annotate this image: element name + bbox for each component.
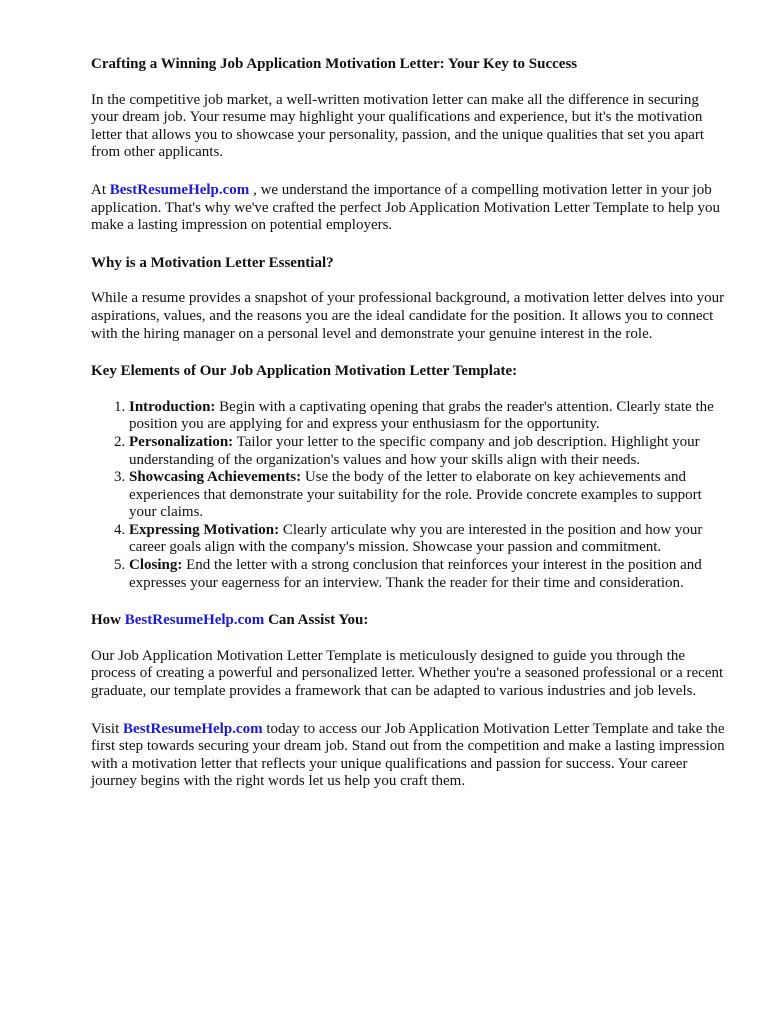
list-item-text: Begin with a captivating opening that grabs the reader's attention. Clearly state the position you are applying for and express your enthusiasm for the opportunity. <box>129 398 714 433</box>
list-item-label: Expressing Motivation: <box>129 521 280 538</box>
list-item-label: Showcasing Achievements: <box>129 469 302 486</box>
company-paragraph <box>91 182 725 235</box>
list-item-text: End the letter with a strong conclusion that reinforces your interest in the position and expresses your eagerness for an interview. Thank the reader for their time and consideration. <box>129 557 702 591</box>
list-item-personalization <box>129 434 725 469</box>
list-item-text: Clearly articulate why you are interested in the position and how your career goals align with the company's mission. Showcase your passion and commitment. <box>129 521 703 556</box>
list-item-closing <box>129 557 725 592</box>
list-item-label: Closing: <box>129 557 183 574</box>
list-item-introduction <box>129 399 725 434</box>
how-paragraph: Our Job Application Motivation Letter Template is meticulously designed to guide you through the process of creating a powerful and personalized letter. Whether you're a seasoned professional or a recent graduate, our template provides a framework that can be adapted to various industries and job levels. <box>91 647 724 700</box>
closing-paragraph <box>91 721 725 791</box>
list-item-achievements <box>129 469 725 522</box>
intro-paragraph: In the competitive job market, a well-written motivation letter can make all the difference in securing your dream job. Your resume may highlight your qualifications and experience, but it's the motivation letter that allows you to showcase your personality, passion, and the unique qualities that set you apart from other applicants. <box>91 91 705 161</box>
bestresumehelp-link-2[interactable]: BestResumeHelp.com <box>124 612 265 629</box>
why-heading: Why is a Motivation Letter Essential? <box>91 254 334 271</box>
document-title: Crafting a Winning Job Application Motivation Letter: Your Key to Success <box>91 56 578 72</box>
list-item-motivation <box>129 522 725 557</box>
list-item-label: Personalization: <box>129 433 234 450</box>
how-heading <box>91 612 725 630</box>
why-paragraph: While a resume provides a snapshot of your professional background, a motivation letter delves into your aspirations, values, and the reasons you are the ideal candidate for the position. It allows you to connect with the hiring manager on a personal level and demonstrate your genuine interest in the role. <box>91 290 725 342</box>
list-item-text: Use the body of the letter to elaborate on key achievements and experiences that demonstrate your suitability for the role. Provide concrete examples to support your claims. <box>129 469 702 521</box>
closing-paragraph-prefix: Visit <box>91 720 120 737</box>
bestresumehelp-link-3[interactable]: BestResumeHelp.com <box>123 720 263 737</box>
list-item-text: Tailor your letter to the specific company and job description. Highlight your understanding of the organization's values and how your skills align with their needs. <box>129 433 700 468</box>
company-paragraph-text: , we understand the importance of a compelling motivation letter in your job application. That's why we've crafted the perfect Job Application Motivation Letter Template to help you make a lasting impression on potential employers. <box>91 181 721 234</box>
list-item-label: Introduction: <box>129 398 216 415</box>
document-page <box>91 56 725 791</box>
bestresumehelp-link-1[interactable]: BestResumeHelp.com <box>109 181 250 198</box>
closing-paragraph-text: today to access our Job Application Motivation Letter Template and take the first step towards securing your dream job. Stand out from the competition and make a lasting impression with a motivation letter that reflects your unique qualifications and passion for success. Your career journey begins with the right words let us help you craft them. <box>91 720 725 790</box>
how-heading-prefix: How <box>91 612 121 629</box>
key-elements-list <box>91 399 725 593</box>
key-elements-heading: Key Elements of Our Job Application Motivation Letter Template: <box>91 363 518 380</box>
how-heading-suffix: Can Assist You: <box>268 612 369 629</box>
company-paragraph-prefix: At <box>91 181 106 198</box>
